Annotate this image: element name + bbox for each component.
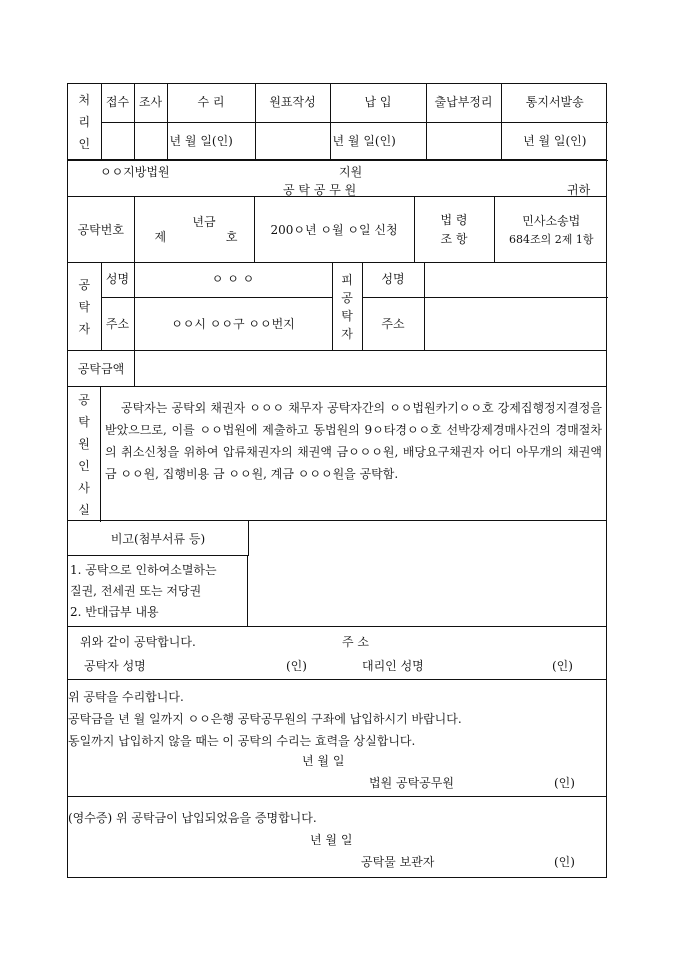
depositee-side-label: 피 공 탁 자 xyxy=(332,263,362,351)
remarks-section xyxy=(67,520,607,627)
remarks-label: 비고(첨부서류 등) xyxy=(68,521,249,556)
depositee-address-label: 주소 xyxy=(362,297,424,351)
cause-section xyxy=(67,386,607,521)
declaration-section xyxy=(67,626,607,680)
deposit-number-section xyxy=(67,196,607,263)
header-ledger-writing: 원표작성 xyxy=(255,84,330,122)
deposit-officer: 공 탁 공 무 원 xyxy=(283,183,357,197)
acceptance-date: 년 월 일 xyxy=(302,754,345,768)
deposit-ho: 호 xyxy=(225,230,238,244)
deposit-je: 제 xyxy=(154,230,167,244)
acceptance-line: 공탁금을 년 월 일까지 ㅇㅇ은행 공탁공무원의 구좌에 납입하시기 바랍니다. xyxy=(68,712,462,726)
cell-investigation-empty xyxy=(134,122,167,160)
depositee-address-value xyxy=(424,297,608,351)
header-receipt: 접수 xyxy=(101,84,134,122)
law-label: 법 령 조 항 xyxy=(414,197,494,263)
receipt-line: (영수증) 위 공탁금이 납입되었음을 증명합니다. xyxy=(68,811,317,825)
depositor-name-value: ㅇ ㅇ ㅇ xyxy=(134,263,332,297)
custodian-seal: (인) xyxy=(554,855,575,869)
declaration-address: 주 소 xyxy=(342,635,369,649)
depositor-seal: (인) xyxy=(286,659,307,673)
amount-section xyxy=(67,350,607,387)
header-payment: 납 입 xyxy=(330,84,426,122)
cause-side-label: 공 탁 원 인 사 실 xyxy=(68,387,101,522)
agent-seal: (인) xyxy=(552,659,573,673)
amount-label: 공탁금액 xyxy=(68,351,135,386)
depositee-name-label: 성명 xyxy=(362,263,424,297)
remarks-item: 질권, 전세권 또는 저당권 xyxy=(70,584,202,598)
acceptance-seal: (인) xyxy=(554,776,575,790)
payment-date-stamp: 년 월 일(인) xyxy=(330,122,426,160)
addressee-section xyxy=(67,159,607,197)
application-date: 200ㅇ년 ㅇ월 ㅇ일 신청 xyxy=(254,197,414,263)
cell-cashbook-empty xyxy=(426,122,501,160)
court-name: ㅇㅇ지방법원 xyxy=(100,165,170,179)
cause-text: 공탁자는 공탁외 채권자 ㅇㅇㅇ 채무자 공탁자간의 ㅇㅇ법원카기ㅇㅇ호 강제집행정지결정을 받았으므로, 이를 ㅇㅇ법원에 제출하고 동법원의 9ㅇ타경ㅇㅇ호 선박강제경매사건의 경매절차의 취소신청을 위하여 압류채권자의 채권액 금ㅇㅇㅇ원, 배당요구채권자 어디 아무개의 채권액 금 ㅇㅇ원, 집행비용 금 ㅇㅇ원, 계금 ㅇㅇㅇ원을 공탁함. xyxy=(105,401,602,481)
custodian-label: 공탁물 보관자 xyxy=(361,855,435,869)
deposit-year-label: 년금 xyxy=(192,215,216,229)
processing-side-label: 처 리 인 xyxy=(68,84,101,160)
law-value: 민사소송법 684조의 2제 1항 xyxy=(494,197,608,263)
remarks-item: 2. 반대급부 내용 xyxy=(70,605,159,619)
agent-signature-label: 대리인 성명 xyxy=(362,659,424,673)
remarks-items xyxy=(68,556,248,626)
acceptance-date-stamp: 년 월 일(인) xyxy=(167,122,255,160)
depositor-side-label: 공 탁 자 xyxy=(68,263,101,351)
acceptance-officer: 법원 공탁공무원 xyxy=(369,776,454,790)
deposit-number-label: 공탁번호 xyxy=(68,197,134,263)
processing-section xyxy=(67,83,607,160)
declaration-line: 위와 같이 공탁합니다. xyxy=(80,635,196,649)
acceptance-line: 동일까지 납입하지 않을 때는 이 공탁의 수리는 효력을 상실합니다. xyxy=(68,734,416,748)
honorific: 귀하 xyxy=(567,183,591,197)
depositor-signature-label: 공탁자 성명 xyxy=(84,659,146,673)
depositee-name-value xyxy=(424,263,608,297)
cell-ledger-empty xyxy=(255,122,330,160)
parties-section xyxy=(67,262,607,351)
remarks-item: 1. 공탁으로 인하여소멸하는 xyxy=(70,563,217,577)
branch-name: 지원 xyxy=(339,165,363,179)
receipt-section xyxy=(67,796,607,878)
acceptance-line: 위 공탁을 수리합니다. xyxy=(68,690,184,704)
depositor-name-label: 성명 xyxy=(101,263,134,297)
header-notice-dispatch: 통지서발송 xyxy=(501,84,608,122)
acceptance-section xyxy=(67,679,607,797)
notice-date-stamp: 년 월 일(인) xyxy=(501,122,608,160)
header-investigation: 조사 xyxy=(134,84,167,122)
depositor-address-label: 주소 xyxy=(101,297,134,351)
deposit-number-value xyxy=(134,197,254,263)
cell-receipt-empty xyxy=(101,122,134,160)
receipt-date: 년 월 일 xyxy=(310,833,353,847)
header-acceptance: 수 리 xyxy=(167,84,255,122)
header-cashbook: 출납부정리 xyxy=(426,84,501,122)
depositor-address-value: ㅇㅇ시 ㅇㅇ구 ㅇㅇ번지 xyxy=(134,297,332,351)
